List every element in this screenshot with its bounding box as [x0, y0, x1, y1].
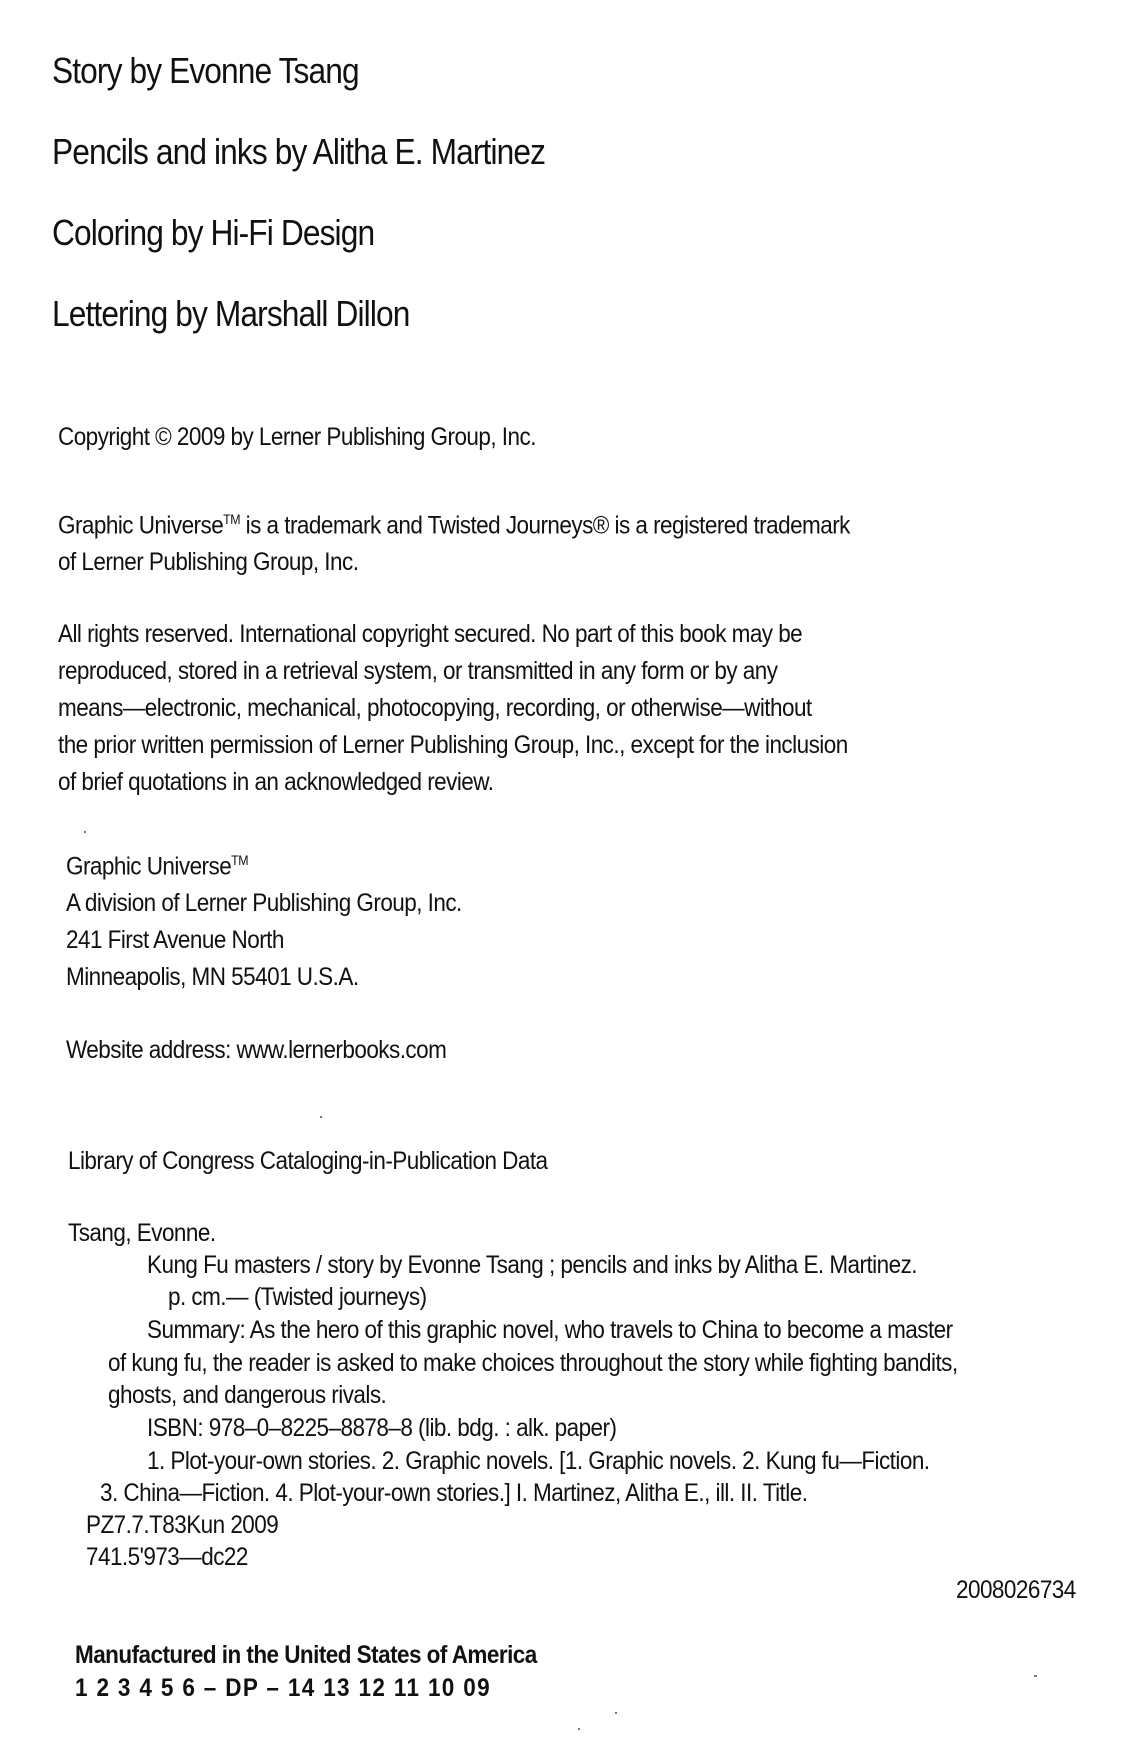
scan-speck	[320, 1116, 322, 1118]
cip-author: Tsang, Evonne.	[68, 1219, 216, 1247]
publisher-city: Minneapolis, MN 55401 U.S.A.	[66, 963, 359, 992]
cip-summary-1: Summary: As the hero of this graphic novel, who travels to China to become a master	[147, 1316, 953, 1344]
cip-lccn: 2008026734	[956, 1576, 1076, 1604]
trademark-text: is a trademark and Twisted Journeys® is a registered trademark	[239, 511, 850, 540]
credit-coloring: Coloring by Hi-Fi Design	[52, 212, 375, 253]
cip-heading: Library of Congress Cataloging-in-Publication Data	[68, 1147, 548, 1175]
cip-summary-3: ghosts, and dangerous rivals.	[108, 1381, 387, 1409]
scan-speck	[578, 1728, 580, 1730]
credit-story: Story by Evonne Tsang	[52, 50, 359, 91]
publisher-address	[66, 842, 462, 996]
cip-class-1: PZ7.7.T83Kun 2009	[86, 1511, 279, 1539]
trademark-owner: of Lerner Publishing Group, Inc.	[58, 548, 359, 577]
scan-speck	[615, 1712, 617, 1714]
cip-subjects-2: 3. China—Fiction. 4. Plot-your-own stories.] I. Martinez, Alitha E., ill. II. Title.	[100, 1479, 808, 1507]
credit-pencils: Pencils and inks by Alitha E. Martinez	[52, 131, 546, 172]
trademark-notice	[58, 501, 850, 581]
scan-speck	[1034, 1675, 1037, 1677]
rights-line: means—electronic, mechanical, photocopying, recording, or otherwise—without	[58, 694, 812, 722]
cip-subjects-1: 1. Plot-your-own stories. 2. Graphic novels. [1. Graphic novels. 2. Kung fu—Fiction.	[147, 1447, 930, 1475]
website-line: Website address: www.lernerbooks.com	[66, 1036, 447, 1064]
rights-notice	[58, 616, 848, 801]
manufactured-line: Manufactured in the United States of America	[75, 1641, 537, 1669]
printing-line: 1 2 3 4 5 6 – DP – 14 13 12 11 10 09	[75, 1674, 491, 1702]
rights-line: All rights reserved. International copyright secured. No part of this book may be	[58, 620, 803, 648]
publisher-street: 241 First Avenue North	[66, 926, 284, 955]
trademark-brand: Graphic Universe	[58, 511, 224, 540]
cip-isbn: ISBN: 978–0–8225–8878–8 (lib. bdg. : alk. paper)	[147, 1414, 617, 1442]
rights-line: the prior written permission of Lerner Publishing Group, Inc., except for the inclusion	[58, 731, 848, 759]
cip-title: Kung Fu masters / story by Evonne Tsang ; pencils and inks by Alitha E. Martinez.	[147, 1251, 918, 1279]
cip-physical: p. cm.— (Twisted journeys)	[168, 1283, 427, 1311]
tm-mark: TM	[231, 853, 248, 868]
rights-line: of brief quotations in an acknowledged review.	[58, 768, 494, 796]
publisher-name: Graphic Universe	[66, 852, 232, 881]
rights-line: reproduced, stored in a retrieval system, or transmitted in any form or by any	[58, 657, 778, 685]
scan-speck	[84, 831, 86, 833]
tm-mark: TM	[223, 512, 240, 527]
cip-summary-2: of kung fu, the reader is asked to make choices throughout the story while fighting bandits,	[108, 1349, 958, 1377]
cip-class-2: 741.5'973—dc22	[86, 1543, 248, 1571]
publisher-division: A division of Lerner Publishing Group, Inc.	[66, 889, 462, 918]
copyright-line: Copyright © 2009 by Lerner Publishing Group, Inc.	[58, 423, 536, 451]
credit-lettering: Lettering by Marshall Dillon	[52, 293, 410, 334]
